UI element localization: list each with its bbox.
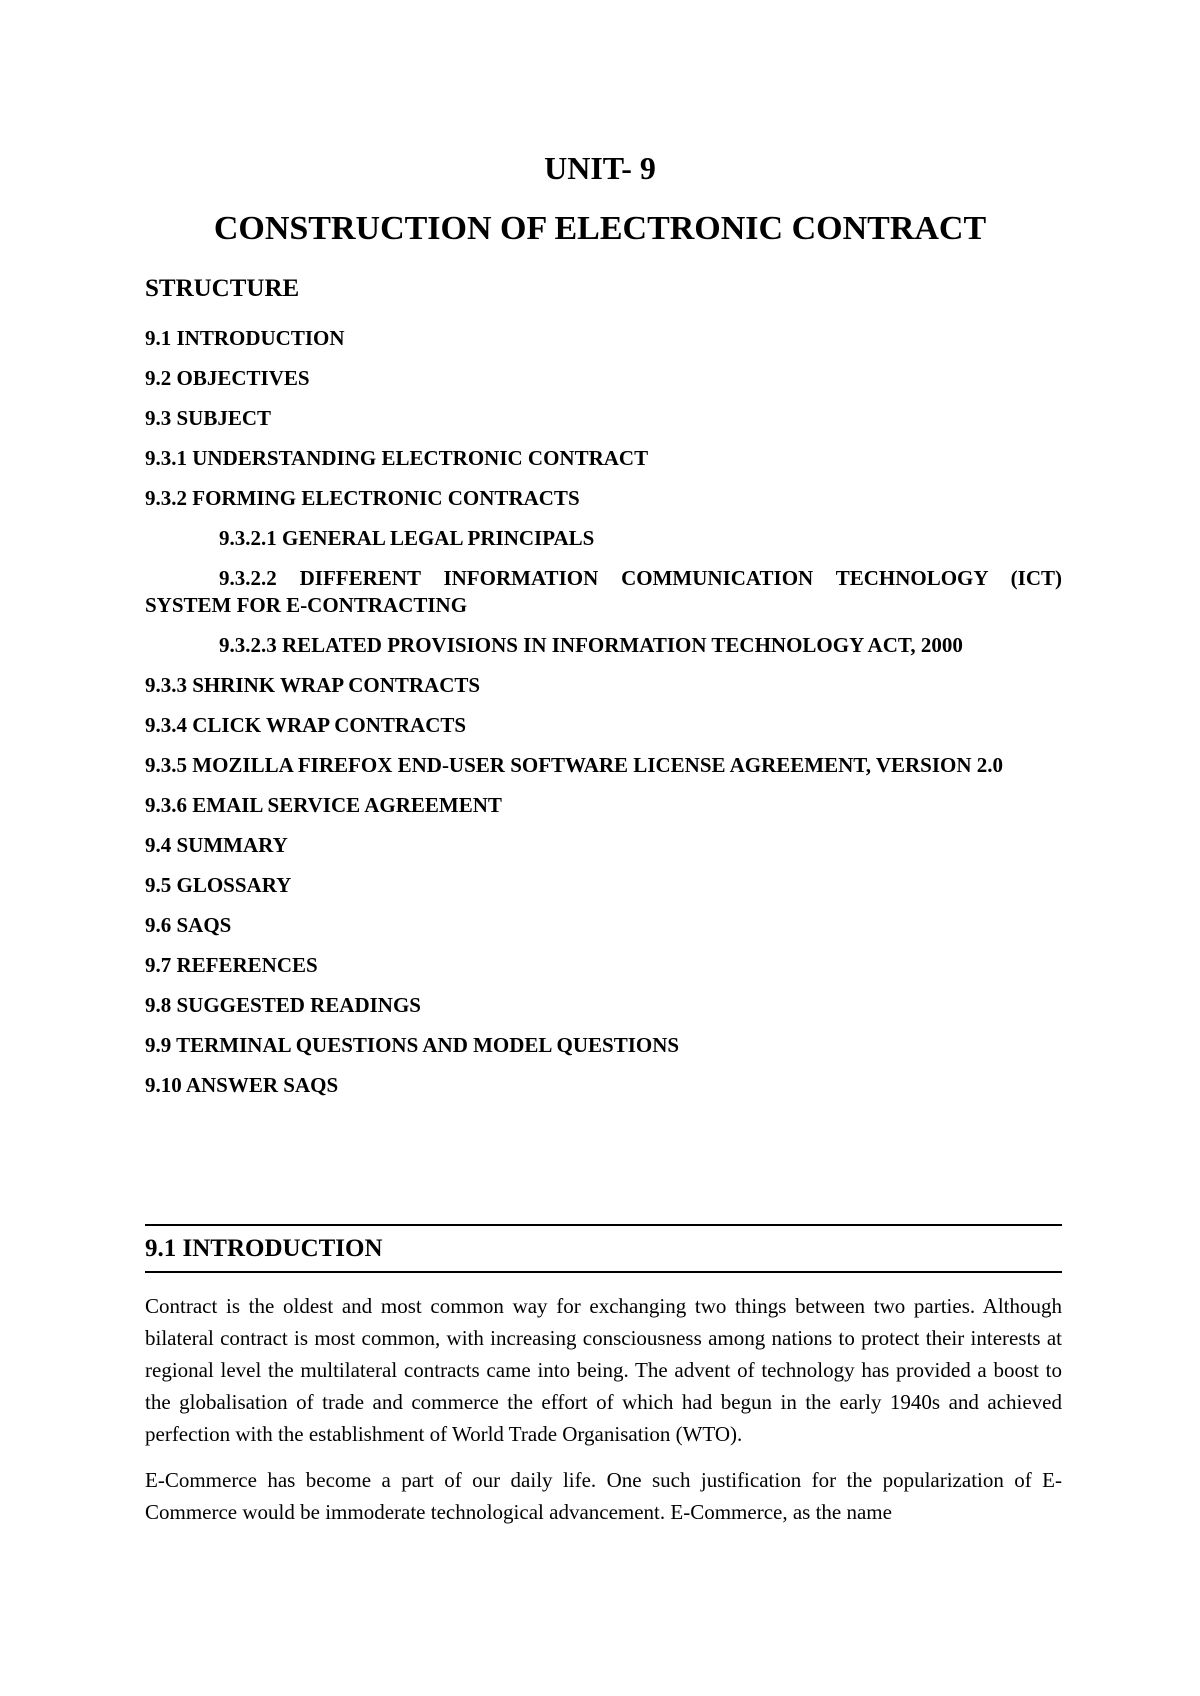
- toc-item: 9.3.6 EMAIL SERVICE AGREEMENT: [145, 793, 502, 817]
- table-of-contents: [145, 325, 1062, 1112]
- toc-item: 9.4 SUMMARY: [145, 833, 288, 857]
- toc-item: 9.10 ANSWER SAQS: [145, 1073, 339, 1097]
- toc-item: 9.3.3 SHRINK WRAP CONTRACTS: [145, 673, 481, 697]
- toc-item: 9.3.4 CLICK WRAP CONTRACTS: [145, 713, 467, 737]
- toc-item: 9.3.2 FORMING ELECTRONIC CONTRACTS: [145, 486, 580, 510]
- structure-heading: STRUCTURE: [145, 275, 300, 302]
- section-divider-top: [145, 1224, 1062, 1226]
- section-body: [145, 1290, 1062, 1542]
- section-heading: 9.1 INTRODUCTION: [145, 1235, 383, 1262]
- toc-item: 9.3.5 MOZILLA FIREFOX END-USER SOFTWARE LICENSE AGREEMENT, VERSION 2.0: [145, 753, 1004, 777]
- unit-title: UNIT- 9: [544, 150, 656, 186]
- toc-item: 9.8 SUGGESTED READINGS: [145, 993, 421, 1017]
- toc-item: 9.7 REFERENCES: [145, 953, 318, 977]
- toc-item: 9.2 OBJECTIVES: [145, 366, 310, 390]
- toc-subitem: 9.3.2.3 RELATED PROVISIONS IN INFORMATION TECHNOLOGY ACT, 2000: [219, 633, 963, 657]
- document-title: CONSTRUCTION OF ELECTRONIC CONTRACT: [213, 210, 987, 247]
- toc-subitem: 9.3.2.1 GENERAL LEGAL PRINCIPALS: [219, 526, 595, 550]
- body-paragraph: E-Commerce has become a part of our daily life. One such justification for the popularization of E-Commerce would be immoderate technological advancement. E-Commerce, as the name: [145, 1468, 1062, 1524]
- section-divider-bottom: [145, 1271, 1062, 1273]
- toc-subitem: 9.3.2.2 DIFFERENT INFORMATION COMMUNICATION TECHNOLOGY (ICT) SYSTEM FOR E-CONTRACTING: [145, 566, 1062, 617]
- toc-item: 9.3.1 UNDERSTANDING ELECTRONIC CONTRACT: [145, 446, 649, 470]
- toc-item: 9.3 SUBJECT: [145, 406, 272, 430]
- toc-item: 9.5 GLOSSARY: [145, 873, 292, 897]
- toc-item: 9.6 SAQS: [145, 913, 232, 937]
- toc-item: 9.9 TERMINAL QUESTIONS AND MODEL QUESTIONS: [145, 1033, 680, 1057]
- body-paragraph: Contract is the oldest and most common way for exchanging two things between two parties. Although bilateral contract is most common, with increasing consciousness among nations to protect their interests at regional level the multilateral contracts came into being. The advent of technology has provided a boost to the globalisation of trade and commerce the effort of which had begun in the early 1940s and achieved perfection with the establishment of World Trade Organisation (WTO).: [145, 1294, 1062, 1446]
- toc-item: 9.1 INTRODUCTION: [145, 326, 345, 350]
